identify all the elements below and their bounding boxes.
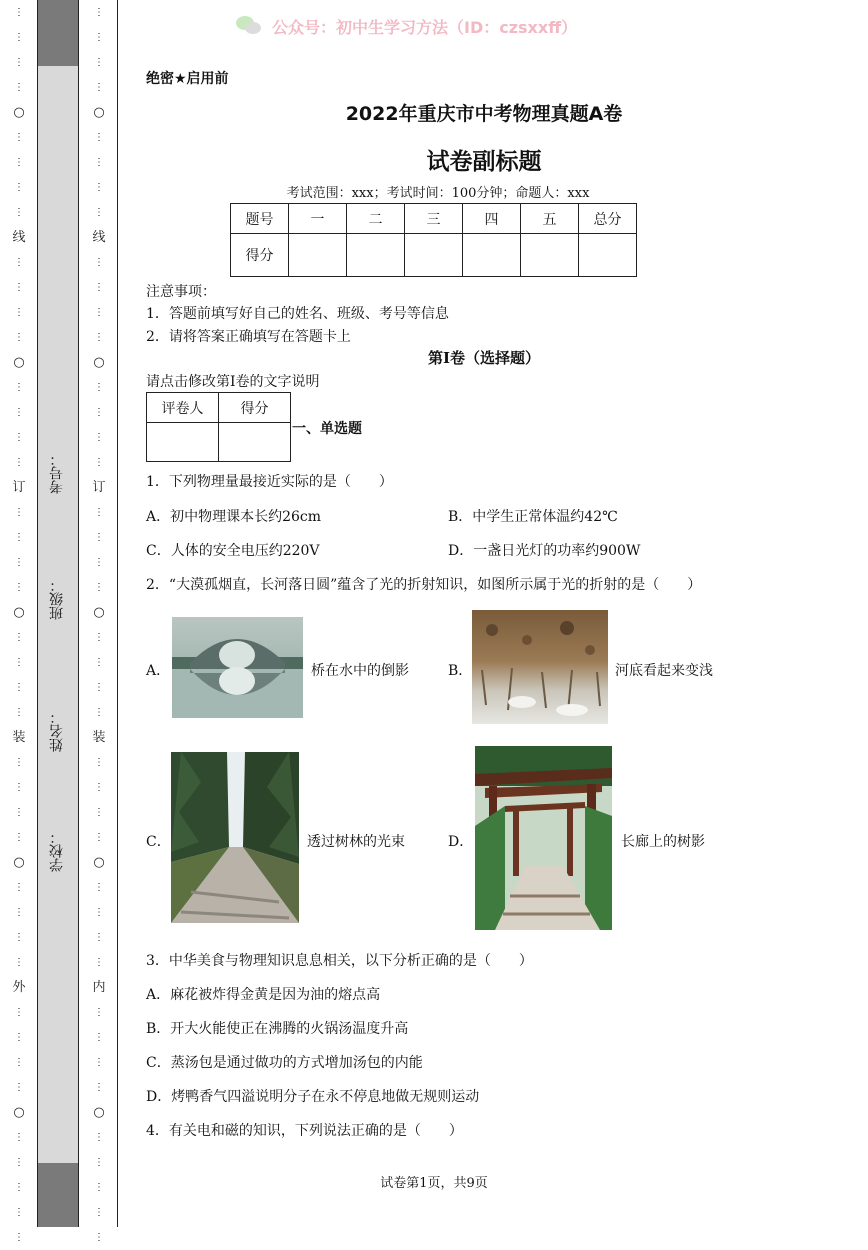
- watermark: [236, 12, 577, 40]
- name-field: 姓名：: [49, 710, 65, 752]
- seal-dots: ⋮: [94, 132, 104, 143]
- seal-dots: ⋮: [94, 257, 104, 268]
- seal-dots: ⋮: [14, 332, 24, 343]
- seal-dots: ⋮: [14, 507, 24, 518]
- grader-header-cell: 评卷人: [147, 393, 219, 423]
- class-field: 班级：: [49, 578, 65, 620]
- seal-dots: ⋮: [14, 7, 24, 18]
- seal-dots: ⋮: [14, 157, 24, 168]
- seal-dots: ⋮: [14, 32, 24, 43]
- seal-dots: ⋮: [94, 582, 104, 593]
- note-item: 2．请将答案正确填写在答题卡上: [146, 329, 351, 345]
- option-letter: D．: [448, 834, 474, 850]
- section-title: 第I卷（选择题）: [427, 349, 541, 367]
- seal-dots: ⋮: [14, 432, 24, 443]
- seal-dots: ⋮: [94, 7, 104, 18]
- seal-dots: ⋮: [94, 957, 104, 968]
- option-c: C．蒸汤包是通过做功的方式增加汤包的内能: [146, 1055, 423, 1071]
- seal-dots: ⋮: [14, 1132, 24, 1143]
- seal-dots: ⋮: [94, 282, 104, 293]
- score-header-cell: 一: [289, 204, 347, 234]
- riverbed-photo: [472, 610, 608, 724]
- seal-dots: ⋮: [94, 157, 104, 168]
- score-header-cell: 二: [347, 204, 405, 234]
- option-caption: 透过树林的光束: [307, 834, 405, 850]
- seal-dots: ⋮: [94, 757, 104, 768]
- seal-line-char: 装: [12, 730, 26, 745]
- seal-line-char: 订: [12, 480, 26, 495]
- seal-dots: ⋮: [94, 382, 104, 393]
- school-field: 学校：: [49, 830, 65, 872]
- seal-dots: ⋮: [14, 832, 24, 843]
- seal-line-char: 订: [92, 480, 106, 495]
- seal-dots: ⋮: [14, 807, 24, 818]
- part-title: 一、单选题: [292, 421, 362, 437]
- seal-dots: ⋮: [14, 1182, 24, 1193]
- page-footer: 试卷第1页，共9页: [380, 1176, 488, 1191]
- seal-dots: ⋮: [14, 182, 24, 193]
- option-caption: 长廊上的树影: [621, 834, 705, 850]
- seal-dots: ⋮: [14, 782, 24, 793]
- seal-dots: ⋮: [94, 507, 104, 518]
- seal-dots: ⋮: [94, 407, 104, 418]
- seal-dots: ⋮: [14, 82, 24, 93]
- seal-line-char: 线: [12, 230, 26, 245]
- seal-dots: ⋮: [14, 1082, 24, 1093]
- seal-circle-icon: ○: [93, 855, 105, 870]
- seal-dots: ⋮: [94, 432, 104, 443]
- score-table: [230, 203, 637, 277]
- seal-circle-icon: ○: [13, 105, 25, 120]
- seal-dots: ⋮: [14, 407, 24, 418]
- seal-dots: ⋮: [14, 632, 24, 643]
- seal-dots: ⋮: [94, 1182, 104, 1193]
- seal-dots: ⋮: [14, 457, 24, 468]
- seal-dots: ⋮: [94, 682, 104, 693]
- seal-dots: ⋮: [14, 257, 24, 268]
- seal-circle-icon: ○: [93, 105, 105, 120]
- watermark-text: 公众号：初中生学习方法（ID：czsxxff）: [272, 17, 578, 37]
- score-cell: [521, 234, 579, 277]
- score-row-label: 得分: [231, 234, 289, 277]
- score-header-cell: 三: [405, 204, 463, 234]
- question-stem: 4．有关电和磁的知识，下列说法正确的是（ ）: [146, 1123, 463, 1139]
- seal-circle-icon: ○: [13, 1105, 25, 1120]
- seal-dots: ⋮: [14, 1232, 24, 1243]
- exam-subtitle: 试卷副标题: [426, 149, 542, 175]
- seal-dots: ⋮: [94, 1007, 104, 1018]
- exam-number-field: 考号：: [49, 452, 65, 494]
- question-stem: 3．中华美食与物理知识息息相关，以下分析正确的是（ ）: [146, 953, 533, 969]
- seal-dots: ⋮: [94, 632, 104, 643]
- option-a: A．麻花被炸得金黄是因为油的熔点高: [146, 987, 381, 1003]
- seal-dots: ⋮: [14, 307, 24, 318]
- seal-dots: ⋮: [94, 307, 104, 318]
- seal-dots: ⋮: [14, 932, 24, 943]
- seal-dots: ⋮: [94, 332, 104, 343]
- seal-circle-icon: ○: [13, 355, 25, 370]
- seal-dots: ⋮: [14, 1032, 24, 1043]
- binding-top-bar: [38, 0, 78, 66]
- seal-circle-icon: ○: [13, 855, 25, 870]
- seal-dots: ⋮: [94, 1232, 104, 1243]
- option-letter: B．: [448, 663, 473, 679]
- option-letter: A．: [146, 663, 171, 679]
- option-b: B．开大火能使正在沸腾的火锅汤温度升高: [146, 1021, 409, 1037]
- exam-info: 考试范围：xxx；考试时间：100分钟；命题人：xxx: [286, 186, 590, 201]
- seal-circle-icon: ○: [93, 605, 105, 620]
- seal-dots: ⋮: [94, 907, 104, 918]
- seal-dots: ⋮: [94, 782, 104, 793]
- seal-dots: ⋮: [94, 207, 104, 218]
- option-caption: 桥在水中的倒影: [311, 663, 409, 679]
- seal-dots: ⋮: [14, 532, 24, 543]
- score-cell: [463, 234, 521, 277]
- seal-dots: ⋮: [94, 557, 104, 568]
- seal-line-char: 外: [12, 980, 26, 995]
- bridge-reflection-photo: [172, 617, 303, 718]
- option-d: D．一盏日光灯的功率约900W: [448, 543, 641, 559]
- score-cell: [289, 234, 347, 277]
- grader-cell: [219, 423, 291, 462]
- score-cell: [347, 234, 405, 277]
- seal-dots: ⋮: [14, 957, 24, 968]
- seal-dots: ⋮: [14, 657, 24, 668]
- seal-circle-icon: ○: [13, 605, 25, 620]
- seal-dots: ⋮: [94, 457, 104, 468]
- seal-dots: ⋮: [14, 382, 24, 393]
- seal-dots: ⋮: [14, 682, 24, 693]
- score-cell: [405, 234, 463, 277]
- seal-dots: ⋮: [94, 657, 104, 668]
- seal-dots: ⋮: [94, 932, 104, 943]
- score-header-cell: 总分: [579, 204, 637, 234]
- seal-dots: ⋮: [94, 182, 104, 193]
- seal-dots: ⋮: [14, 707, 24, 718]
- seal-dots: ⋮: [14, 557, 24, 568]
- seal-dots: ⋮: [94, 1207, 104, 1218]
- exam-title: 2022年重庆市中考物理真题A卷: [345, 103, 623, 125]
- option-d: D．烤鸭香气四溢说明分子在永不停息地做无规则运动: [146, 1089, 480, 1105]
- option-a: A．初中物理课本长约26cm: [146, 509, 322, 525]
- seal-dots: ⋮: [14, 132, 24, 143]
- seal-dots: ⋮: [94, 32, 104, 43]
- score-header-cell: 四: [463, 204, 521, 234]
- seal-circle-icon: ○: [93, 1105, 105, 1120]
- seal-dots: ⋮: [14, 907, 24, 918]
- score-header-cell: 五: [521, 204, 579, 234]
- seal-dots: ⋮: [94, 807, 104, 818]
- seal-circle-icon: ○: [93, 355, 105, 370]
- seal-dots: ⋮: [94, 832, 104, 843]
- seal-line-char: 线: [92, 230, 106, 245]
- option-caption: 河底看起来变浅: [615, 663, 713, 679]
- seal-dots: ⋮: [94, 1157, 104, 1168]
- seal-dots: ⋮: [94, 1057, 104, 1068]
- seal-dots: ⋮: [14, 1157, 24, 1168]
- question-stem: 2．“大漠孤烟直，长河落日圆”蕴含了光的折射知识，如图所示属于光的折射的是（ ）: [146, 577, 702, 593]
- seal-dots: ⋮: [94, 57, 104, 68]
- seal-dots: ⋮: [14, 1057, 24, 1068]
- option-b: B．中学生正常体温约42℃: [448, 509, 618, 525]
- seal-dots: ⋮: [94, 1132, 104, 1143]
- question-stem: 1．下列物理量最接近实际的是（ ）: [146, 474, 393, 490]
- section-instruction: 请点击修改第I卷的文字说明: [146, 374, 320, 390]
- seal-line-char: 内: [92, 980, 106, 995]
- seal-dots: ⋮: [94, 1032, 104, 1043]
- wechat-icon: [236, 14, 266, 38]
- seal-dots: ⋮: [14, 207, 24, 218]
- corridor-shadow-photo: [475, 746, 612, 930]
- seal-dots: ⋮: [94, 882, 104, 893]
- seal-dots: ⋮: [14, 282, 24, 293]
- seal-dots: ⋮: [94, 532, 104, 543]
- notes-heading: 注意事项：: [146, 284, 216, 300]
- score-header-cell: 题号: [231, 204, 289, 234]
- seal-dots: ⋮: [14, 1207, 24, 1218]
- option-c: C．人体的安全电压约220V: [146, 543, 320, 559]
- seal-dots: ⋮: [14, 757, 24, 768]
- forest-road-photo: [171, 752, 299, 923]
- seal-dots: ⋮: [14, 882, 24, 893]
- secret-label: 绝密★启用前: [146, 71, 229, 87]
- seal-dots: ⋮: [14, 57, 24, 68]
- grader-cell: [147, 423, 219, 462]
- seal-dots: ⋮: [94, 82, 104, 93]
- seal-dots: ⋮: [14, 582, 24, 593]
- grader-table: [146, 392, 291, 462]
- seal-line-char: 装: [92, 730, 106, 745]
- grader-header-cell: 得分: [219, 393, 291, 423]
- score-cell: [579, 234, 637, 277]
- note-item: 1．答题前填写好自己的姓名、班级、考号等信息: [146, 306, 449, 322]
- seal-dots: ⋮: [94, 1082, 104, 1093]
- seal-dots: ⋮: [94, 707, 104, 718]
- seal-dots: ⋮: [14, 1007, 24, 1018]
- option-letter: C．: [146, 834, 171, 850]
